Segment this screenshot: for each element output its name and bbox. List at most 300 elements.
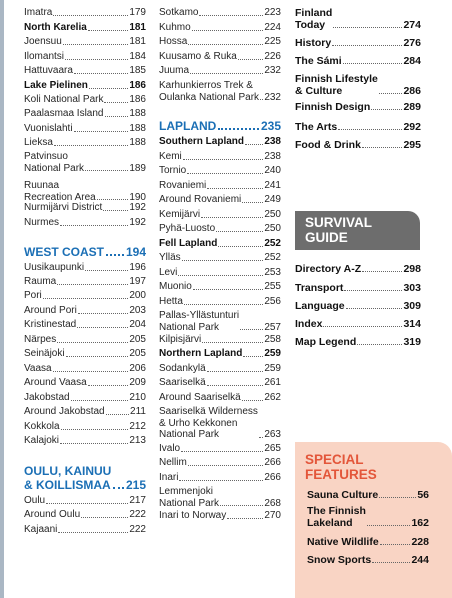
toc-section-heading-west-coast[interactable]: [24, 245, 146, 259]
dot-leader: [106, 254, 124, 256]
toc-entry-title: Saariselkä Wilderness & Urho Kekkonen National Park: [159, 406, 258, 440]
toc-page-number: 276: [403, 37, 421, 49]
toc-entry-kalajoki[interactable]: [24, 435, 146, 447]
toc-entry-patvinsuo-national-park[interactable]: [24, 151, 146, 174]
dot-leader: [338, 129, 402, 130]
toc-entry-title: Kuusamo & Ruka: [159, 51, 237, 62]
toc-entry-language[interactable]: [295, 300, 421, 312]
toc-entry-title: WEST COAST: [24, 245, 104, 259]
toc-entry-title: The Sámi: [295, 55, 342, 67]
dot-leader: [78, 313, 129, 314]
toc-entry-title: Inari to Norway: [159, 510, 227, 521]
toc-page-number: 186: [129, 94, 146, 105]
toc-entry-pyhä-luosto[interactable]: [159, 223, 281, 235]
toc-entry-inari-to-norway[interactable]: [159, 510, 281, 522]
toc-entry-title: Finnish Design: [295, 101, 371, 113]
toc-entry-pallas-yllästunturi-national-park[interactable]: [159, 310, 281, 333]
toc-entry-title: Transport: [295, 282, 344, 294]
dot-leader: [85, 270, 128, 271]
toc-entry-transport[interactable]: [295, 282, 421, 294]
toc-entry-nellim[interactable]: [159, 457, 281, 469]
toc-entry-levi[interactable]: [159, 267, 281, 279]
toc-entry-lemmenjoki-national-park[interactable]: [159, 486, 281, 509]
toc-entry-ruunaa-recreation-area[interactable]: [24, 180, 146, 203]
toc-entry-oulu[interactable]: [24, 495, 146, 507]
toc-page-number: 232: [264, 91, 281, 103]
toc-entry-title: Around Vaasa: [24, 377, 87, 388]
toc-page-number: 181: [129, 36, 146, 47]
dot-leader: [65, 59, 128, 60]
toc-entry-title: Kemi: [159, 151, 182, 162]
toc-page-number: 303: [403, 282, 421, 294]
toc-page-number: 209: [129, 377, 146, 388]
toc-entry-muonio[interactable]: [159, 281, 281, 293]
toc-page-number: 223: [264, 7, 281, 18]
toc-section-heading-oulu-kainuu-koillismaa[interactable]: [24, 464, 146, 492]
toc-page-number: 222: [129, 524, 146, 535]
toc-page-number: 256: [264, 296, 281, 307]
dot-leader: [178, 275, 263, 276]
toc-page-number: 196: [129, 262, 146, 273]
toc-page-number: 265: [264, 443, 281, 454]
toc-entry-around-oulu[interactable]: [24, 509, 146, 521]
dot-leader: [187, 173, 263, 174]
toc-page-number: 319: [403, 336, 421, 348]
toc-page-number: 205: [129, 348, 146, 359]
toc-entry-jakobstad[interactable]: [24, 392, 146, 404]
dot-leader: [367, 525, 411, 526]
toc-entry-title: Ylläs: [159, 252, 181, 263]
toc-page-number: 224: [264, 22, 281, 33]
dot-leader: [218, 246, 263, 247]
toc-page-number: 241: [264, 180, 281, 191]
toc-entry-title: Lake Pielinen: [24, 80, 88, 91]
special-features-title: SPECIAL FEATURES: [305, 452, 377, 482]
toc-entry-title: Karhunkierros Trek & Oulanka National Park: [159, 80, 260, 103]
toc-entry-title: Kristinestad: [24, 319, 77, 330]
toc-page-number: 211: [130, 406, 146, 417]
toc-entry-around-vaasa[interactable]: [24, 377, 146, 389]
toc-page-number: 270: [264, 510, 281, 521]
dot-leader: [346, 308, 403, 309]
toc-entry-title: Koli National Park: [24, 94, 104, 105]
toc-page-number: 225: [264, 36, 281, 47]
toc-page-number: 252: [264, 252, 281, 263]
toc-entry-title: Seinäjoki: [24, 348, 65, 359]
toc-page-number: 266: [264, 472, 281, 483]
toc-entry-title: Paalasmaa Island: [24, 108, 104, 119]
toc-page-number: 284: [403, 55, 421, 67]
toc-entry-juuma[interactable]: [159, 65, 281, 77]
toc-page-number: 217: [129, 495, 146, 506]
toc-page-number: 262: [264, 392, 281, 403]
dot-leader: [238, 59, 263, 60]
toc-entry-title: Inari: [159, 472, 179, 483]
toc-page-number: 192: [129, 217, 146, 228]
toc-entry-title: History: [295, 37, 332, 49]
dot-leader: [207, 385, 264, 386]
toc-entry-around-jakobstad[interactable]: [24, 406, 146, 418]
dot-leader: [362, 271, 402, 272]
toc-page-number: 289: [403, 101, 421, 113]
dot-leader: [190, 73, 263, 74]
toc-entry-northern-lapland[interactable]: [159, 348, 281, 360]
toc-page-number: 205: [129, 334, 146, 345]
toc-entry-uusikaupunki[interactable]: [24, 262, 146, 274]
toc-entry-title: The Arts: [295, 121, 338, 133]
toc-entry-title: Kilpisjärvi: [159, 334, 202, 345]
dot-leader: [85, 170, 128, 171]
toc-page-number: 252: [264, 238, 281, 249]
toc-entry-title: Lieksa: [24, 137, 53, 148]
toc-entry-title: Sodankylä: [159, 363, 206, 374]
dot-leader: [259, 437, 263, 438]
dot-leader: [323, 326, 402, 327]
toc-entry-title: Kuhmo: [159, 22, 191, 33]
dot-leader: [74, 73, 128, 74]
toc-entry-food-drink[interactable]: [295, 139, 421, 151]
dot-leader: [207, 371, 264, 372]
dot-leader: [184, 304, 263, 305]
toc-page-number: 210: [129, 392, 146, 403]
toc-page-number: 238: [264, 151, 281, 162]
dot-leader: [199, 15, 263, 16]
toc-entry-kristinestad[interactable]: [24, 319, 146, 331]
toc-page-number: 238: [264, 136, 281, 147]
toc-entry-native-wildlife[interactable]: [307, 536, 429, 548]
toc-entry-sauna-culture[interactable]: [307, 489, 429, 501]
toc-page-number: 257: [264, 321, 281, 333]
dot-leader: [66, 356, 129, 357]
toc-page-number: 162: [411, 517, 429, 529]
dot-leader: [89, 88, 128, 89]
dot-leader: [106, 414, 129, 415]
survival-guide-title: SURVIVAL GUIDE: [305, 215, 373, 245]
toc-entry-title: Sauna Culture: [307, 489, 379, 501]
toc-entry-vaasa[interactable]: [24, 363, 146, 375]
dot-leader: [245, 144, 263, 145]
toc-page-number: 197: [129, 276, 146, 287]
toc-entry-around-rovaniemi[interactable]: [159, 194, 281, 206]
toc-page-number: 255: [264, 281, 281, 292]
toc-page-number: 184: [129, 51, 146, 62]
toc-entry-title: Language: [295, 300, 345, 312]
toc-entry-index[interactable]: [295, 318, 421, 330]
toc-entry-nurmijärvi-district[interactable]: [24, 202, 146, 214]
toc-entry-title: Vaasa: [24, 363, 52, 374]
toc-entry-title: Nurmes: [24, 217, 60, 228]
toc-entry-title: Hossa: [159, 36, 188, 47]
toc-page-number: 186: [129, 80, 146, 91]
toc-page-number: 268: [264, 497, 281, 509]
toc-page-number: 228: [411, 536, 429, 548]
toc-page-number: 232: [264, 65, 281, 76]
dot-leader: [357, 344, 402, 345]
toc-entry-history[interactable]: [295, 37, 421, 49]
toc-entry-finnish-design[interactable]: [295, 101, 421, 113]
toc-entry-kilpisjärvi[interactable]: [159, 334, 281, 346]
toc-entry-title: North Karelia: [24, 22, 87, 33]
toc-entry-title: Uusikaupunki: [24, 262, 85, 273]
toc-entry-title: Around Oulu: [24, 509, 81, 520]
toc-page-number: 250: [264, 209, 281, 220]
toc-entry-title: Finland Today: [295, 7, 333, 31]
toc-entry-saariselkä[interactable]: [159, 377, 281, 389]
toc-entry-sodankylä[interactable]: [159, 363, 281, 375]
dot-leader: [88, 385, 129, 386]
toc-entry-title: Lemmenjoki National Park: [159, 486, 220, 509]
toc-entry-title: Kajaani: [24, 524, 58, 535]
toc-entry-directory-a-z[interactable]: [295, 263, 421, 275]
toc-entry-title: The Finnish Lakeland: [307, 505, 366, 529]
toc-page-number: 244: [411, 554, 429, 566]
toc-entry-hattuvaara[interactable]: [24, 65, 146, 77]
toc-entry-title: Sotkamo: [159, 7, 199, 18]
toc-entry-title: Nellim: [159, 457, 187, 468]
dot-leader: [192, 30, 264, 31]
toc-entry-title: Northern Lapland: [159, 348, 243, 359]
toc-entry-title: Directory A-Z: [295, 263, 362, 275]
toc-page-number: 200: [129, 290, 146, 301]
toc-page-number: 185: [129, 65, 146, 76]
dot-leader: [61, 429, 129, 430]
toc-entry-title: Rauma: [24, 276, 57, 287]
toc-entry-title: Kalajoki: [24, 435, 60, 446]
toc-page-number: 258: [264, 334, 281, 345]
toc-page-number: 295: [403, 139, 421, 151]
toc-entry-title: Nurmijärvi District: [24, 202, 103, 213]
toc-entry-kemijärvi[interactable]: [159, 209, 281, 221]
toc-entry-ivalo[interactable]: [159, 443, 281, 455]
toc-entry-title: Närpes: [24, 334, 57, 345]
dot-leader: [202, 342, 263, 343]
dot-leader: [104, 102, 128, 103]
toc-entry-rauma[interactable]: [24, 276, 146, 288]
toc-entry-title: Finnish Lifestyle & Culture: [295, 73, 378, 97]
dot-leader: [71, 400, 129, 401]
toc-page-number: 259: [264, 348, 281, 359]
toc-page-number: 56: [417, 489, 429, 501]
toc-entry-title: Around Pori: [24, 305, 77, 316]
toc-entry-fell-lapland[interactable]: [159, 238, 281, 250]
toc-entry-joensuu[interactable]: [24, 36, 146, 48]
toc-entry-title: Joensuu: [24, 36, 62, 47]
toc-entry-title: Kemijärvi: [159, 209, 201, 220]
toc-page-number: 261: [264, 377, 281, 388]
toc-entry-title: Kokkola: [24, 421, 60, 432]
dot-leader: [207, 188, 263, 189]
toc-entry-title: Jakobstad: [24, 392, 70, 403]
toc-entry-title: OULU, KAINUU & KOILLISMAA: [24, 464, 112, 492]
toc-entry-lieksa[interactable]: [24, 137, 146, 149]
toc-page-number: 204: [129, 319, 146, 330]
toc-entry-imatra[interactable]: [24, 7, 146, 19]
toc-entry-paalasmaa-island[interactable]: [24, 108, 146, 120]
toc-entry-title: Hattuvaara: [24, 65, 73, 76]
toc-entry-nurmes[interactable]: [24, 217, 146, 229]
toc-entry-around-pori[interactable]: [24, 305, 146, 317]
dot-leader: [57, 284, 128, 285]
toc-page-number: 250: [264, 223, 281, 234]
dot-leader: [242, 400, 264, 401]
toc-entry-the-arts[interactable]: [295, 121, 421, 133]
dot-leader: [181, 451, 263, 452]
toc-page-number: 212: [129, 421, 146, 432]
toc-entry-snow-sports[interactable]: [307, 554, 429, 566]
dot-leader: [201, 217, 263, 218]
toc-entry-hetta[interactable]: [159, 296, 281, 308]
page-edge-strip: [0, 0, 4, 598]
dot-leader: [60, 443, 128, 444]
toc-entry-hossa[interactable]: [159, 36, 281, 48]
toc-page-number: 194: [125, 245, 146, 259]
dot-leader: [179, 480, 263, 481]
toc-page-number: 203: [129, 305, 146, 316]
toc-entry-saariselkä-wilderness-urho-kekkonen-national-park[interactable]: [159, 406, 281, 441]
toc-entry-rovaniemi[interactable]: [159, 180, 281, 192]
dot-leader: [57, 342, 128, 343]
toc-page-number: 292: [403, 121, 421, 133]
toc-entry-title: Vuonislahti: [24, 123, 73, 134]
toc-page-number: 179: [129, 7, 146, 18]
toc-entry-map-legend[interactable]: [295, 336, 421, 348]
toc-entry-sotkamo[interactable]: [159, 7, 281, 19]
toc-page-number: 188: [129, 123, 146, 134]
toc-entry-ilomantsi[interactable]: [24, 51, 146, 63]
dot-leader: [74, 131, 129, 132]
toc-entry-kokkola[interactable]: [24, 421, 146, 433]
dot-leader: [242, 202, 263, 203]
toc-page-number: 226: [264, 51, 281, 62]
dot-leader: [97, 199, 129, 200]
toc-page-number: 222: [129, 509, 146, 520]
dot-leader: [88, 30, 129, 31]
dot-leader: [105, 116, 129, 117]
dot-leader: [243, 356, 263, 357]
dot-leader: [53, 15, 128, 16]
dot-leader: [193, 289, 264, 290]
toc-entry-finland-today[interactable]: [295, 7, 421, 31]
toc-page-number: 188: [129, 108, 146, 119]
toc-page-number: 206: [129, 363, 146, 374]
toc-page-number: 266: [264, 457, 281, 468]
toc-entry-karhunkierros-trek-oulanka-national-park[interactable]: [159, 80, 281, 103]
toc-entry-title: Food & Drink: [295, 139, 361, 151]
toc-page-number: 314: [403, 318, 421, 330]
toc-page-number: 190: [129, 191, 146, 203]
toc-page-number: 309: [403, 300, 421, 312]
toc-section-heading-lapland[interactable]: [159, 119, 281, 133]
toc-page-number: 259: [264, 363, 281, 374]
dot-leader: [380, 544, 411, 545]
toc-entry-finnish-lifestyle-culture[interactable]: [295, 73, 421, 97]
dot-leader: [103, 210, 128, 211]
toc-entry-kuhmo[interactable]: [159, 22, 281, 34]
dot-leader: [260, 99, 263, 100]
toc-entry-around-saariselkä[interactable]: [159, 392, 281, 404]
toc-entry-title: Rovaniemi: [159, 180, 207, 191]
toc-entry-ylläs[interactable]: [159, 252, 281, 264]
toc-entry-north-karelia[interactable]: [24, 22, 146, 34]
dot-leader: [216, 231, 263, 232]
toc-entry-title: Ruunaa Recreation Area: [24, 180, 96, 203]
toc-entry-närpes[interactable]: [24, 334, 146, 346]
toc-entry-kemi[interactable]: [159, 151, 281, 163]
toc-entry-title: Hetta: [159, 296, 183, 307]
toc-entry-kajaani[interactable]: [24, 524, 146, 536]
dot-leader: [227, 518, 263, 519]
toc-entry-title: Juuma: [159, 65, 190, 76]
toc-page-number: 215: [125, 478, 146, 492]
toc-entry-title: Around Jakobstad: [24, 406, 105, 417]
toc-entry-kuusamo-ruka[interactable]: [159, 51, 281, 63]
dot-leader: [344, 290, 402, 291]
toc-entry-vuonislahti[interactable]: [24, 123, 146, 135]
toc-entry-southern-lapland[interactable]: [159, 136, 281, 148]
survival-guide-banner: [295, 211, 420, 250]
dot-leader: [63, 44, 129, 45]
toc-entry-title: Fell Lapland: [159, 238, 218, 249]
toc-entry-title: Patvinsuo National Park: [24, 151, 85, 174]
dot-leader: [379, 93, 403, 94]
dot-leader: [46, 503, 128, 504]
toc-entry-tornio[interactable]: [159, 165, 281, 177]
toc-page-number: 181: [129, 22, 146, 33]
dot-leader: [371, 109, 402, 110]
dot-leader: [58, 532, 128, 533]
dot-leader: [343, 63, 403, 64]
toc-entry-title: Snow Sports: [307, 554, 372, 566]
toc-page-number: 274: [403, 19, 421, 31]
toc-entry-title: Ivalo: [159, 443, 181, 454]
toc-entry-title: Around Saariselkä: [159, 392, 241, 403]
toc-entry-title: Index: [295, 318, 323, 330]
dot-leader: [333, 27, 402, 28]
toc-page-number: 192: [129, 202, 146, 213]
toc-entry-title: Pallas-Yllästunturi National Park: [159, 310, 240, 333]
toc-entry-title: Ilomantsi: [24, 51, 65, 62]
toc-entry-title: Pori: [24, 290, 42, 301]
toc-entry-title: Levi: [159, 267, 178, 278]
toc-entry-title: Imatra: [24, 7, 53, 18]
toc-entry-title: Tornio: [159, 165, 187, 176]
toc-entry-lake-pielinen[interactable]: [24, 80, 146, 92]
dot-leader: [372, 562, 410, 563]
toc-page-number: 249: [264, 194, 281, 205]
toc-entry-title: Muonio: [159, 281, 192, 292]
dot-leader: [362, 147, 403, 148]
toc-entry-title: Map Legend: [295, 336, 357, 348]
toc-entry-inari[interactable]: [159, 472, 281, 484]
toc-entry-pori[interactable]: [24, 290, 146, 302]
dot-leader: [60, 225, 128, 226]
toc-entry-seinäjoki[interactable]: [24, 348, 146, 360]
toc-page-number: 188: [129, 137, 146, 148]
dot-leader: [182, 260, 264, 261]
toc-entry-title: Oulu: [24, 495, 46, 506]
toc-entry-koli-national-park[interactable]: [24, 94, 146, 106]
toc-entry-the-s-mi[interactable]: [295, 55, 421, 67]
dot-leader: [218, 128, 259, 130]
dot-leader: [53, 371, 129, 372]
toc-entry-the-finnish-lakeland[interactable]: [307, 505, 429, 529]
toc-page-number: 189: [129, 162, 146, 174]
dot-leader: [220, 505, 263, 506]
toc-entry-title: Southern Lapland: [159, 136, 244, 147]
dot-leader: [188, 465, 264, 466]
toc-page-number: 298: [403, 263, 421, 275]
toc-entry-title: Native Wildlife: [307, 536, 379, 548]
